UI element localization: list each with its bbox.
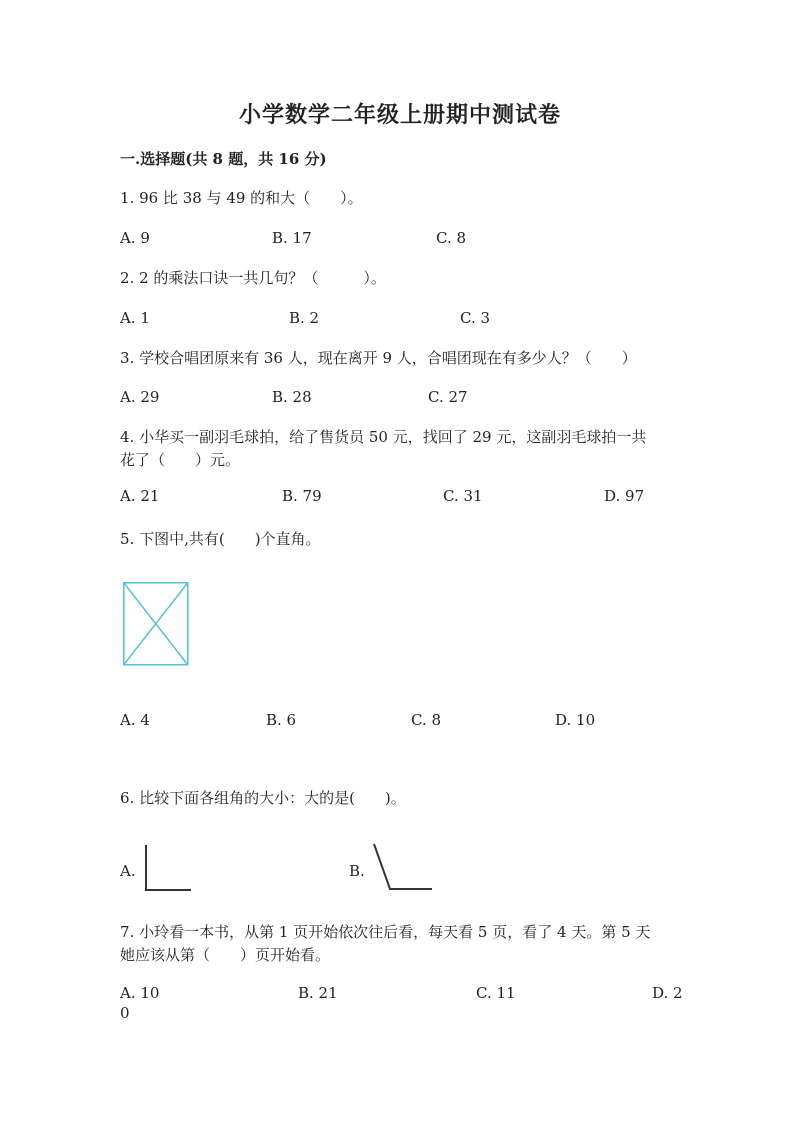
section-heading: 一.选择题(共 8 题，共 16 分) — [120, 150, 327, 168]
q2-option-a: A. 1 — [120, 309, 150, 327]
q4-option-b: B. 79 — [282, 487, 322, 505]
q3-option-c: C. 27 — [428, 388, 468, 406]
page-title: 小学数学二年级上册期中测试卷 — [238, 102, 561, 128]
q7-option-c: C. 11 — [476, 984, 516, 1002]
q5-option-b: B. 6 — [266, 711, 297, 729]
question-3: 3. 学校合唱团原来有 36 人，现在离开 9 人，合唱团现在有多少人？（ ） — [120, 349, 637, 367]
q4-option-d: D. 97 — [604, 487, 645, 505]
question-2: 2. 2 的乘法口诀一共几句？（ ）。 — [120, 269, 386, 287]
q6-option-a: A. — [120, 862, 136, 880]
rectangle-diagonals-figure — [123, 582, 189, 666]
q5-option-a: A. 4 — [120, 711, 150, 729]
obtuse-angle-figure — [372, 843, 434, 891]
question-1: 1. 96 比 38 与 49 的和大（ ）。 — [120, 189, 363, 207]
q1-option-b: B. 17 — [272, 229, 312, 247]
q3-option-a: A. 29 — [120, 388, 160, 406]
right-angle-figure — [144, 844, 192, 892]
q7-option-d: D. 2 — [652, 984, 683, 1002]
q5-option-d: D. 10 — [555, 711, 596, 729]
question-4-line-1: 4. 小华买一副羽毛球拍，给了售货员 50 元，找回了 29 元，这副羽毛球拍一共 — [120, 428, 647, 446]
question-4-line-2: 花了（ ）元。 — [120, 451, 241, 469]
q7-option-b: B. 21 — [298, 984, 338, 1002]
q1-option-c: C. 8 — [436, 229, 467, 247]
q7-option-a: A. 10 — [120, 984, 160, 1002]
q2-option-b: B. 2 — [289, 309, 320, 327]
q3-option-b: B. 28 — [272, 388, 312, 406]
q6-option-b: B. — [349, 862, 365, 880]
q2-option-c: C. 3 — [460, 309, 491, 327]
question-5: 5. 下图中,共有( )个直角。 — [120, 530, 321, 548]
question-6: 6. 比较下面各组角的大小：大的是( )。 — [120, 789, 406, 807]
question-7-line-1: 7. 小玲看一本书，从第 1 页开始依次往后看，每天看 5 页，看了 4 天。第 5 天 — [120, 923, 651, 941]
q4-option-a: A. 21 — [120, 487, 160, 505]
q5-option-c: C. 8 — [411, 711, 442, 729]
q1-option-a: A. 9 — [120, 229, 150, 247]
q4-option-c: C. 31 — [443, 487, 483, 505]
question-7-line-2: 她应该从第（ ）页开始看。 — [120, 946, 331, 964]
q7-option-d-wrap: 0 — [120, 1004, 130, 1022]
